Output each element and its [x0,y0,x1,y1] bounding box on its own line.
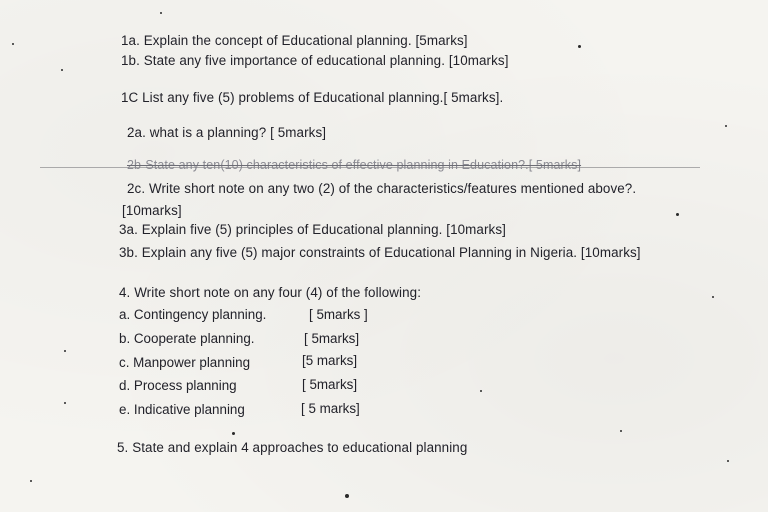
scan-speck [232,432,235,435]
scan-speck [712,296,714,298]
question-5: 5. State and explain 4 approaches to educational planning [117,440,468,455]
scan-speck [12,43,14,45]
question-1a: 1a. Explain the concept of Educational planning. [5marks] [121,33,468,48]
q4-item-d: d. Process planning [119,378,237,393]
q4-item-e: e. Indicative planning [119,402,245,417]
q4-item-b-marks: [ 5marks] [304,331,360,346]
scan-speck [725,125,727,127]
q4-item-b: b. Cooperate planning. [119,331,255,346]
q4-item-c: c. Manpower planning [119,355,251,370]
q4-item-d-marks: [ 5marks] [302,377,358,392]
question-2a: 2a. what is a planning? [ 5marks] [127,125,327,140]
q4-item-e-marks: [ 5 marks] [301,401,360,416]
scan-speck [30,480,32,482]
scan-speck [676,213,679,216]
q4-item-a: a. Contingency planning. [119,307,267,322]
question-1b: 1b. State any five importance of educational planning. [10marks] [121,53,509,68]
scan-speck [64,402,66,404]
q4-item-a-marks: [ 5marks ] [309,307,368,322]
question-2b-struck: 2b-State any ten(10) characteristics of effective planning in Education?.[ 5marks] [127,158,582,172]
scan-speck [345,494,349,498]
question-3a: 3a. Explain five (5) principles of Educational planning. [10marks] [119,222,506,237]
question-4-intro: 4. Write short note on any four (4) of the following: [119,285,422,300]
scan-speck [480,390,482,392]
scan-speck [64,350,66,352]
question-2c: 2c. Write short note on any two (2) of the characteristics/features mentioned above?. [127,181,637,196]
scan-speck [61,69,63,71]
scan-speck [578,45,581,48]
question-1c: 1C List any five (5) problems of Educational planning.[ 5marks]. [121,90,504,105]
question-3b: 3b. Explain any five (5) major constraints of Educational Planning in Nigeria. [10marks] [119,245,641,260]
scan-speck [727,460,729,462]
scan-speck [620,430,622,432]
q4-item-c-marks: [5 marks] [302,353,358,368]
question-2c-marks: [10marks] [122,203,182,218]
scan-speck [160,12,162,14]
